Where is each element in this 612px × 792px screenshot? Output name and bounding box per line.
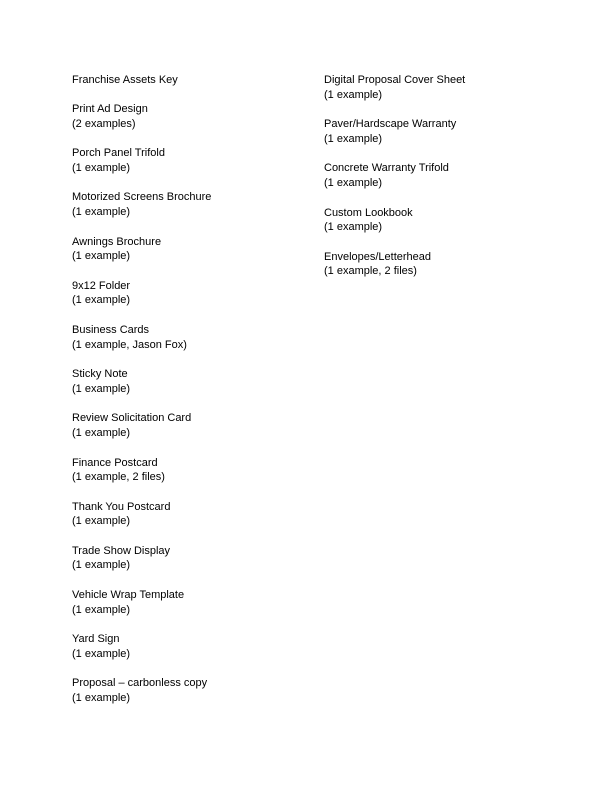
asset-entry — [72, 323, 302, 352]
asset-entry — [72, 235, 302, 264]
asset-detail: (1 example) — [72, 205, 131, 218]
asset-name: Motorized Screens Brochure — [72, 191, 212, 204]
asset-detail: (1 example) — [72, 426, 131, 439]
asset-detail: (1 example) — [324, 132, 383, 145]
asset-detail: (1 example) — [72, 382, 131, 395]
asset-entry — [72, 500, 302, 529]
asset-entry — [72, 544, 302, 573]
asset-detail: (1 example, 2 files) — [72, 471, 165, 484]
asset-name: Yard Sign — [72, 633, 120, 646]
asset-name: Proposal – carbonless copy — [72, 677, 208, 690]
asset-entry — [324, 117, 564, 146]
asset-detail: (1 example) — [72, 559, 131, 572]
asset-detail: (1 example) — [324, 176, 383, 189]
asset-detail: (1 example, Jason Fox) — [72, 338, 187, 351]
asset-entry — [72, 279, 302, 308]
asset-detail: (1 example) — [324, 221, 383, 234]
asset-detail: (1 example) — [72, 515, 131, 528]
asset-entry — [324, 206, 564, 235]
asset-entry — [72, 367, 302, 396]
asset-entry — [72, 102, 302, 131]
asset-detail: (1 example) — [72, 692, 131, 705]
asset-entry — [72, 676, 302, 705]
asset-entry — [324, 161, 564, 190]
asset-name: Review Solicitation Card — [72, 412, 192, 425]
asset-detail: (1 example) — [72, 294, 131, 307]
asset-name: Print Ad Design — [72, 103, 148, 115]
asset-name: Custom Lookbook — [324, 206, 413, 219]
asset-name: Porch Panel Trifold — [72, 147, 165, 160]
document-title: Franchise Assets Key — [72, 74, 178, 86]
asset-detail: (1 example) — [72, 647, 131, 660]
asset-name: Paver/Hardscape Warranty — [324, 118, 457, 131]
asset-entry — [324, 250, 564, 279]
asset-entry — [72, 190, 302, 219]
asset-entry — [324, 73, 564, 102]
asset-name: Awnings Brochure — [72, 235, 162, 248]
asset-name: Finance Postcard — [72, 456, 158, 469]
asset-name: Business Cards — [72, 323, 150, 336]
asset-entry — [72, 588, 302, 617]
asset-detail: (1 example) — [72, 250, 131, 263]
asset-name: Trade Show Display — [72, 544, 171, 557]
right-column — [324, 73, 564, 294]
asset-detail: (2 examples) — [72, 117, 136, 130]
asset-name: Sticky Note — [72, 368, 128, 381]
asset-entry — [72, 456, 302, 485]
left-column — [72, 73, 302, 721]
asset-name: Concrete Warranty Trifold — [324, 162, 449, 175]
asset-detail: (1 example, 2 files) — [324, 265, 417, 278]
asset-entry — [72, 146, 302, 175]
asset-detail: (1 example) — [72, 603, 131, 616]
asset-name: Envelopes/Letterhead — [324, 250, 432, 263]
asset-detail: (1 example) — [324, 88, 383, 101]
asset-name: 9x12 Folder — [72, 279, 131, 292]
asset-name: Digital Proposal Cover Sheet — [324, 74, 466, 86]
asset-name: Vehicle Wrap Template — [72, 589, 185, 602]
left-asset-list — [72, 102, 302, 706]
asset-name: Thank You Postcard — [72, 500, 171, 513]
asset-entry — [72, 411, 302, 440]
asset-entry — [72, 632, 302, 661]
right-asset-list — [324, 73, 564, 279]
asset-detail: (1 example) — [72, 161, 131, 174]
